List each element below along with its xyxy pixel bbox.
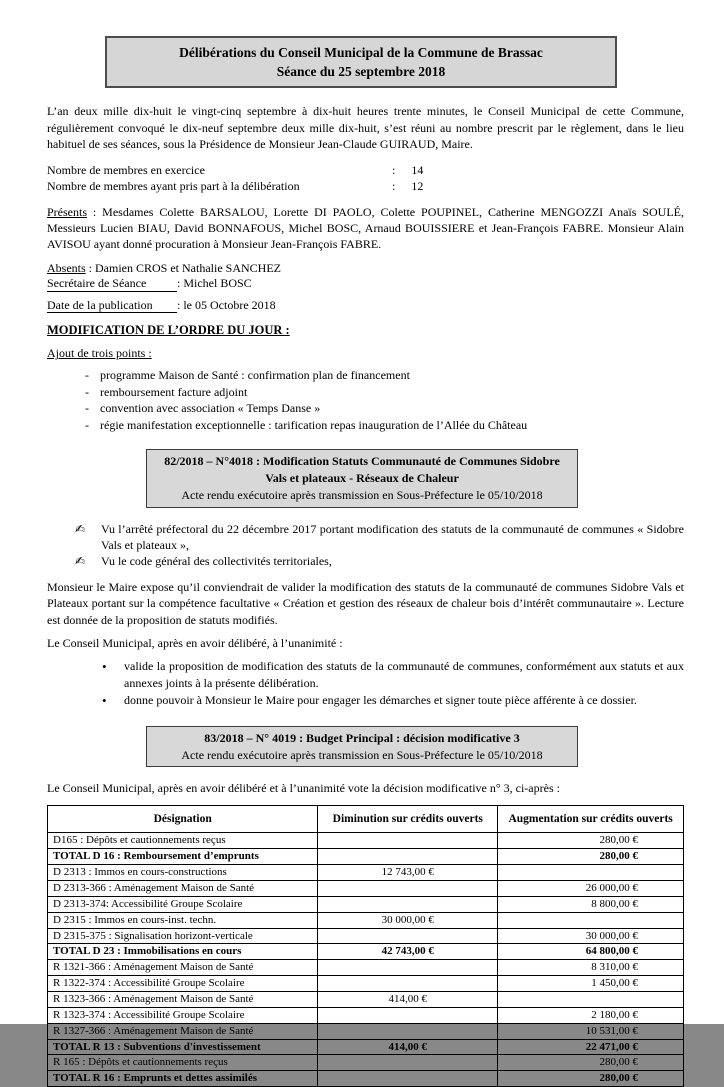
deliberation-1-decision-intro: Le Conseil Municipal, après en avoir délibéré, à l’unanimité : — [47, 636, 343, 651]
absents-text: : Damien CROS et Nathalie SANCHEZ — [85, 260, 281, 275]
cell-dim — [318, 1071, 498, 1087]
column-header-diminution: Diminution sur crédits ouverts — [318, 806, 498, 833]
budget-table-intro: Le Conseil Municipal, après en avoir délibéré et à l’unanimité vote la décision modificative n° 3, ci-après : — [47, 781, 560, 796]
publication-line — [47, 298, 684, 314]
cell-aug: 280,00 € — [498, 1055, 684, 1071]
members-voting-value: 12 — [411, 179, 424, 194]
cell-dim — [318, 1023, 498, 1039]
cell-aug: 64 800,00 € — [498, 944, 684, 960]
list-marker: - — [85, 384, 89, 399]
order-modification-heading: MODIFICATION DE L’ORDRE DU JOUR : — [47, 323, 290, 338]
list-item — [102, 692, 684, 710]
cell-aug — [498, 912, 684, 928]
cell-aug — [498, 865, 684, 881]
cell-dim: 414,00 € — [318, 992, 498, 1008]
deliberation-2-subtitle: Acte rendu exécutoire après transmission en Sous-Préfecture le 05/10/2018 — [181, 747, 543, 762]
cell-aug: 10 531,00 € — [498, 1023, 684, 1039]
cell-aug: 8 310,00 € — [498, 960, 684, 976]
list-item-text: Vu l’arrêté préfectoral du 22 décembre 2017 portant modification des statuts de la communauté de communes « Sidobre Vals et plateaux », — [101, 521, 684, 552]
cell-dim — [318, 976, 498, 992]
cell-dim: 12 743,00 € — [318, 865, 498, 881]
cell-des: TOTAL D 16 : Remboursement d’emprunts — [48, 849, 318, 865]
list-item — [75, 521, 684, 554]
table-row — [48, 1007, 684, 1023]
cell-des: D 2313-374: Accessibilité Groupe Scolaire — [48, 896, 318, 912]
cell-aug: 2 180,00 € — [498, 1007, 684, 1023]
list-item-text: donne pouvoir à Monsieur le Maire pour engager les démarches et signer toute pièce afférente à ce dossier. — [124, 693, 637, 708]
cell-des: R 1322-374 : Accessibilité Groupe Scolaire — [48, 976, 318, 992]
absents-label: Absents — [47, 260, 86, 275]
list-marker: • — [102, 659, 107, 675]
list-item — [75, 553, 684, 569]
cell-des: D 2313-366 : Aménagement Maison de Santé — [48, 881, 318, 897]
list-item — [85, 417, 684, 433]
presents-text: : Mesdames Colette BARSALOU, Lorette DI PAOLO, Colette POUPINEL, Catherine MENGOZZI Anaïs SOULÉ, Messieurs Lucien BIAU, David BONNAFOUS, Michel BOSC, Arnaud BOUISSIERE et Jean-François FABRE. Monsieur Alain AVISOU ayant donné procuration à Monsieur Jean-François FABRE. — [47, 204, 684, 252]
table-row — [48, 1071, 684, 1087]
separator: : — [392, 179, 396, 194]
page-title-box — [105, 36, 617, 88]
column-header-augmentation: Augmentation sur crédits ouverts — [498, 806, 684, 833]
page-title-line2: Séance du 25 septembre 2018 — [276, 64, 446, 80]
cell-aug: 280,00 € — [498, 1071, 684, 1087]
table-row — [48, 1055, 684, 1071]
publication-label: Date de la publication — [47, 299, 177, 314]
separator: : — [392, 162, 396, 177]
list-item-text: Vu le code général des collectivités territoriales, — [101, 554, 332, 569]
cell-aug: 26 000,00 € — [498, 881, 684, 897]
cell-des: R 165 : Dépôts et cautionnements reçus — [48, 1055, 318, 1071]
secretary-line — [47, 276, 684, 292]
deliberation-2-title-line1: 83/2018 – N° 4019 : Budget Principal : décision modificative 3 — [204, 730, 520, 745]
budget-table-header-row — [48, 806, 684, 833]
table-row — [48, 912, 684, 928]
session-intro-paragraph: L’an deux mille dix-huit le vingt-cinq septembre à dix-huit heures trente minutes, le Conseil Municipal de cette Commune, régulièrement convoqué le dix-neuf septembre deux mille dix-huit, s’est réuni au nombre prescrit par le règlement, dans le lieu habituel de ses séances, sous la Présidence de Monsieur Jean-Claude GUIRAUD, Maire. — [47, 104, 684, 152]
list-item-text: valide la proposition de modification des statuts de la communauté de communes, conformément aux statuts et aux annexes joints à la présente délibération. — [124, 659, 684, 690]
presents-label: Présents — [47, 204, 87, 219]
cell-aug — [498, 992, 684, 1008]
cell-aug: 280,00 € — [498, 833, 684, 849]
list-item — [85, 367, 684, 383]
order-modification-list — [47, 367, 684, 433]
cell-des: R 1323-374 : Accessibilité Groupe Scolaire — [48, 1007, 318, 1023]
cell-des: D 2315 : Immos en cours-inst. techn. — [48, 912, 318, 928]
deliberation-1-title-line1: 82/2018 – N°4018 : Modification Statuts Communauté de Communes Sidobre — [164, 454, 560, 469]
table-row — [48, 976, 684, 992]
list-marker: • — [102, 693, 107, 709]
deliberation-1-paragraph: Monsieur le Maire expose qu’il conviendrait de valider la modification des statuts de la communauté de communes Sidobre Vals et Plateaux portant sur la compétence facultative « Création et gestion des réseaux de chaleur bois d’intérêt communautaire ». Lecture est donnée de la proposition de statuts modifiés. — [47, 579, 684, 627]
table-row — [48, 833, 684, 849]
table-row — [48, 1039, 684, 1055]
table-row — [48, 1023, 684, 1039]
members-count-block — [47, 162, 684, 195]
list-item — [85, 384, 684, 400]
table-row — [48, 928, 684, 944]
table-row — [48, 944, 684, 960]
cell-des: R 1321-366 : Aménagement Maison de Santé — [48, 960, 318, 976]
cell-dim: 414,00 € — [318, 1039, 498, 1055]
list-item-text: programme Maison de Santé : confirmation plan de financement — [100, 368, 410, 383]
members-voting-line — [47, 178, 684, 194]
budget-table — [47, 805, 684, 1087]
cell-aug: 22 471,00 € — [498, 1039, 684, 1055]
list-marker: - — [85, 401, 89, 416]
members-in-office-label: Nombre de membres en exercice — [47, 162, 205, 177]
list-marker: - — [85, 417, 89, 432]
deliberation-header-1 — [146, 449, 578, 507]
cell-des: R 1323-366 : Aménagement Maison de Santé — [48, 992, 318, 1008]
cell-des: TOTAL R 16 : Emprunts et dettes assimilés — [48, 1071, 318, 1087]
order-modification-subheading: Ajout de trois points : — [47, 346, 152, 361]
cell-aug: 8 800,00 € — [498, 896, 684, 912]
cell-dim — [318, 960, 498, 976]
deliberation-header-2 — [146, 726, 578, 768]
list-item-text: remboursement facture adjoint — [100, 384, 248, 399]
table-row — [48, 992, 684, 1008]
deliberation-1-title-line2: Vals et plateaux - Réseaux de Chaleur — [265, 470, 459, 485]
deliberation-1-subtitle: Acte rendu exécutoire après transmission en Sous-Préfecture le 05/10/2018 — [181, 487, 543, 502]
secretary-text: : Michel BOSC — [177, 275, 252, 290]
deliberation-1-decision-list — [47, 658, 684, 710]
cell-aug: 1 450,00 € — [498, 976, 684, 992]
list-marker: ✍ — [75, 521, 86, 536]
cell-des: D 2313 : Immos en cours-constructions — [48, 865, 318, 881]
members-in-office-line — [47, 162, 684, 178]
list-marker: - — [85, 368, 89, 383]
presents-line — [47, 204, 684, 253]
publication-text: : le 05 Octobre 2018 — [177, 297, 276, 312]
cell-des: TOTAL R 13 : Subventions d'investissement — [48, 1039, 318, 1055]
table-row — [48, 896, 684, 912]
cell-dim — [318, 849, 498, 865]
cell-dim: 42 743,00 € — [318, 944, 498, 960]
budget-table-body — [48, 833, 684, 1087]
list-item-text: convention avec association « Temps Danse » — [100, 401, 321, 416]
cell-dim — [318, 896, 498, 912]
cell-dim — [318, 928, 498, 944]
cell-des: TOTAL D 23 : Immobilisations en cours — [48, 944, 318, 960]
cell-dim — [318, 881, 498, 897]
list-item — [102, 658, 684, 691]
list-item — [85, 400, 684, 416]
members-voting-label: Nombre de membres ayant pris part à la délibération — [47, 179, 300, 194]
cell-dim — [318, 833, 498, 849]
cell-dim — [318, 1055, 498, 1071]
absents-line — [47, 261, 684, 276]
cell-dim: 30 000,00 € — [318, 912, 498, 928]
cell-des: D 2315-375 : Signalisation horizont-verticale — [48, 928, 318, 944]
secretary-label: Secrétaire de Séance — [47, 277, 177, 292]
deliberation-1-vu-list — [47, 521, 684, 570]
table-row — [48, 960, 684, 976]
cell-aug: 280,00 € — [498, 849, 684, 865]
list-marker: ✍ — [75, 554, 86, 569]
table-row — [48, 865, 684, 881]
cell-des: R 1327-366 : Aménagement Maison de Santé — [48, 1023, 318, 1039]
cell-dim — [318, 1007, 498, 1023]
table-row — [48, 849, 684, 865]
table-row — [48, 881, 684, 897]
column-header-designation: Désignation — [48, 806, 318, 833]
list-item-text: régie manifestation exceptionnelle : tarification repas inauguration de l’Allée du Château — [100, 417, 528, 432]
cell-aug: 30 000,00 € — [498, 928, 684, 944]
page-title-line1: Délibérations du Conseil Municipal de la Commune de Brassac — [179, 45, 543, 60]
cell-des: D165 : Dépôts et cautionnements reçus — [48, 833, 318, 849]
members-in-office-value: 14 — [411, 162, 424, 177]
